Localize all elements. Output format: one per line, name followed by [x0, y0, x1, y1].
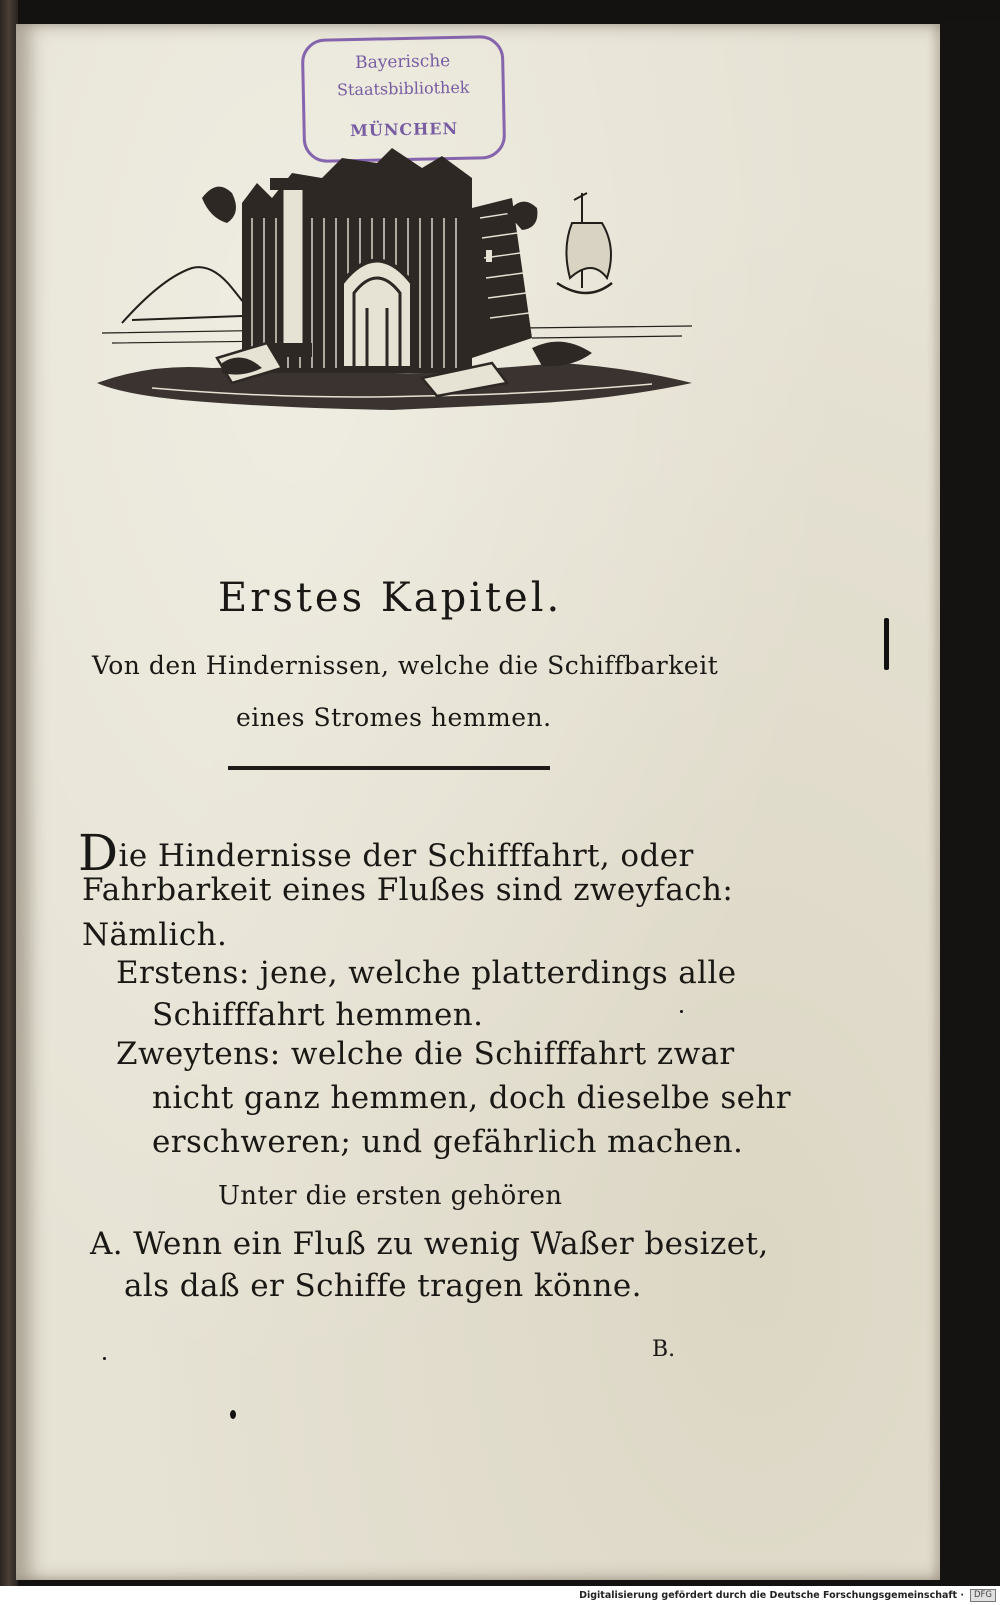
body-line-1 — [78, 824, 694, 882]
ink-speck — [230, 1410, 236, 1419]
catchword: B. — [652, 1337, 676, 1362]
body-line-2: Fahrbarkeit eines Flußes sind zweyfach: — [82, 872, 734, 908]
ink-speck — [680, 1010, 683, 1013]
woodcut-vignette-illustration — [92, 138, 712, 438]
chapter-subtitle-line-2: eines Stromes hemmen. — [236, 703, 552, 732]
body-line-11: als daß er Schiffe tragen könne. — [124, 1268, 642, 1304]
ink-speck — [103, 1357, 106, 1360]
chapter-title: Erstes Kapitel. — [218, 575, 563, 621]
dfg-logo-badge: DFG — [970, 1589, 996, 1602]
footer-credit-text: Digitalisierung gefördert durch die Deutsche Forschungsgemeinschaft · — [579, 1590, 964, 1601]
body-line-5: Schifffahrt hemmen. — [152, 997, 484, 1033]
page-edge-shadow — [940, 20, 1000, 1585]
stamp-line-1: Bayerische — [354, 51, 451, 74]
body-line-6: Zweytens: welche die Schifffahrt zwar — [116, 1036, 735, 1072]
heading-divider-rule — [228, 766, 550, 770]
body-line-7: nicht ganz hemmen, doch dieselbe sehr — [152, 1080, 791, 1116]
drop-cap-initial: D — [78, 824, 119, 882]
body-line-4: Erstens: jene, welche platterdings alle — [116, 955, 737, 991]
stamp-line-2: Staatsbibliothek — [336, 77, 470, 100]
body-line-10: A. Wenn ein Fluß zu wenig Waßer besizet, — [90, 1226, 769, 1262]
body-line-8: erschweren; und gefährlich machen. — [152, 1124, 744, 1160]
chapter-subtitle-line-1: Von den Hindernissen, welche die Schiffbarkeit — [92, 651, 719, 680]
body-line-3: Nämlich. — [82, 917, 228, 953]
body-line-1-text: ie Hindernisse der Schifffahrt, oder — [118, 838, 694, 874]
margin-ink-mark — [884, 618, 889, 670]
body-line-9: Unter die ersten gehören — [218, 1181, 563, 1211]
stamp-line-3: MÜNCHEN — [349, 118, 459, 141]
